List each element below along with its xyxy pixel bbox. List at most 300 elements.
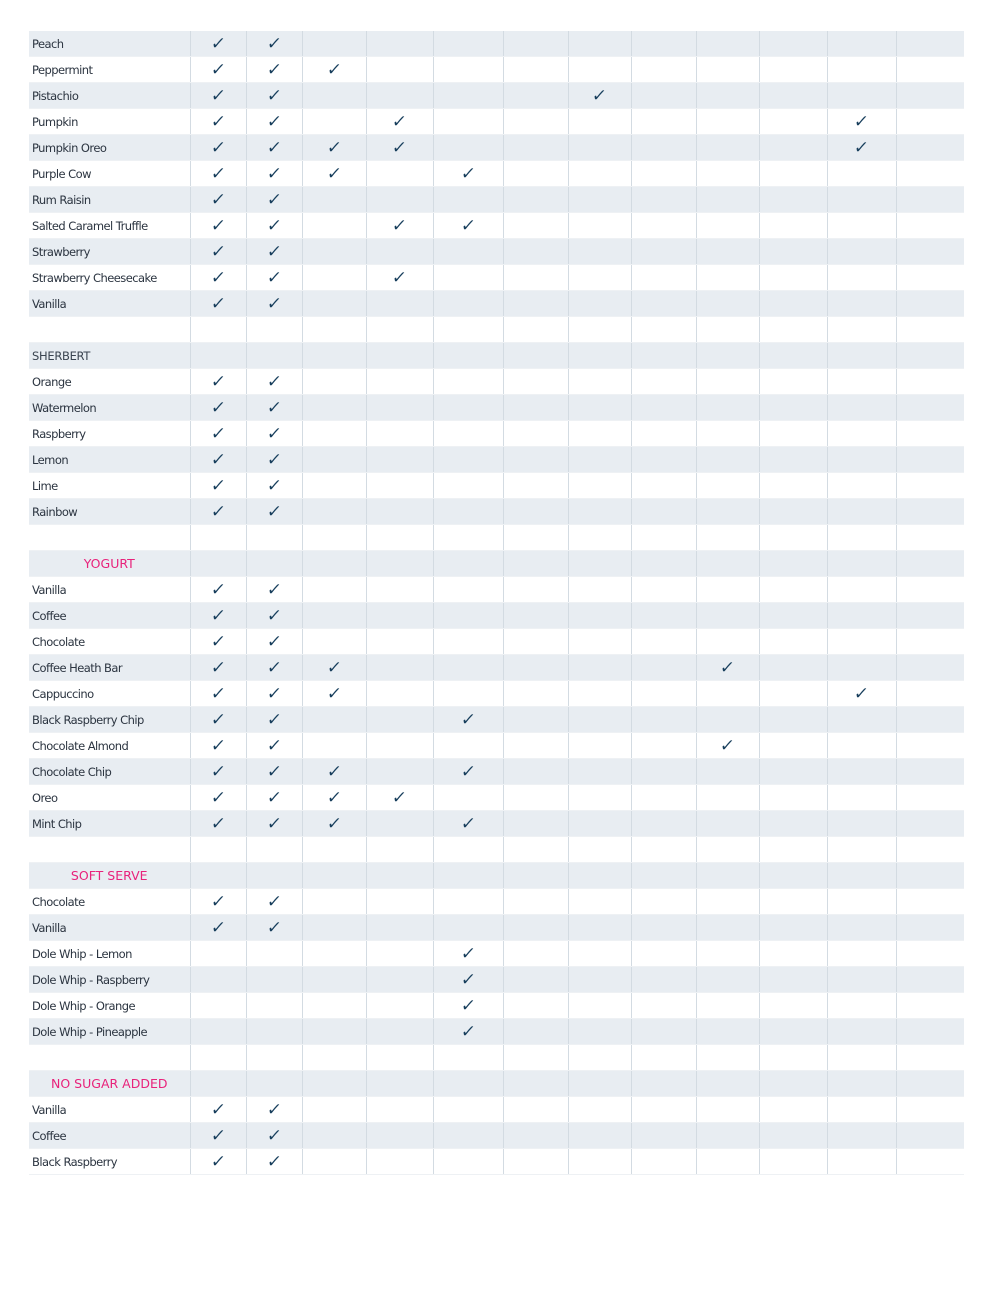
empty-cell [366,187,433,213]
empty-cell [896,577,964,603]
empty-cell [896,603,964,629]
table-row [29,1123,964,1149]
checkmark-icon: ✓ [265,1152,283,1172]
empty-cell [759,57,827,83]
empty-cell [696,941,759,967]
empty-cell [696,317,759,343]
empty-cell [759,213,827,239]
empty-cell [366,421,433,447]
check-cell [190,291,246,317]
empty-cell [366,811,433,837]
empty-cell [433,603,503,629]
empty-cell [896,31,964,57]
checkmark-icon: ✓ [265,60,283,80]
empty-cell [759,1071,827,1097]
empty-cell [302,343,366,369]
checkmark-icon: ✓ [209,580,227,600]
empty-cell [696,187,759,213]
flavor-name: Vanilla [29,577,190,603]
empty-cell [631,551,696,577]
check-cell [827,109,896,135]
empty-cell [302,889,366,915]
check-cell [190,187,246,213]
flavor-name: Chocolate [29,629,190,655]
empty-cell [631,135,696,161]
empty-cell [696,499,759,525]
checkmark-icon: ✓ [209,138,227,158]
check-cell [190,707,246,733]
empty-cell [433,83,503,109]
empty-cell [433,369,503,395]
empty-cell [631,1097,696,1123]
empty-cell [302,187,366,213]
empty-cell [190,317,246,343]
flavor-name: Coffee [29,1123,190,1149]
checkmark-icon: ✓ [265,190,283,210]
empty-cell [302,1045,366,1071]
empty-cell [896,655,964,681]
empty-cell [190,1071,246,1097]
checkmark-icon: ✓ [265,86,283,106]
empty-cell [366,31,433,57]
empty-cell [696,83,759,109]
empty-cell [696,1097,759,1123]
empty-cell [827,1149,896,1175]
empty-cell [302,1123,366,1149]
checkmark-icon: ✓ [209,736,227,756]
empty-cell [503,603,568,629]
section-header-row [29,343,964,369]
empty-cell [896,499,964,525]
empty-cell [759,317,827,343]
checkmark-icon: ✓ [209,190,227,210]
check-cell [190,681,246,707]
empty-cell [503,863,568,889]
empty-cell [696,1149,759,1175]
empty-cell [696,239,759,265]
empty-cell [759,187,827,213]
empty-cell [759,1149,827,1175]
flavor-name: Chocolate Almond [29,733,190,759]
checkmark-icon: ✓ [209,476,227,496]
check-cell [190,1149,246,1175]
checkmark-icon: ✓ [719,658,737,678]
empty-cell [503,1123,568,1149]
empty-cell [631,759,696,785]
empty-cell [503,967,568,993]
empty-cell [246,967,302,993]
empty-cell [568,499,631,525]
empty-cell [568,837,631,863]
empty-cell [631,863,696,889]
check-cell [246,109,302,135]
empty-cell [696,577,759,603]
empty-cell [696,213,759,239]
checkmark-icon: ✓ [209,502,227,522]
section-title: NO SUGAR ADDED [29,1071,190,1097]
empty-cell [631,837,696,863]
empty-cell [503,811,568,837]
check-cell [433,161,503,187]
check-cell [246,759,302,785]
checkmark-icon: ✓ [265,216,283,236]
section-header-row [29,551,964,577]
empty-cell [29,1045,190,1071]
check-cell [246,31,302,57]
table-row [29,785,964,811]
check-cell [190,473,246,499]
empty-cell [302,1019,366,1045]
check-cell [190,1097,246,1123]
table-row [29,369,964,395]
empty-cell [827,395,896,421]
check-cell [190,655,246,681]
checkmark-icon: ✓ [209,658,227,678]
check-cell [246,889,302,915]
empty-cell [302,109,366,135]
empty-cell [433,551,503,577]
empty-cell [503,1071,568,1097]
table-row [29,447,964,473]
empty-cell [759,1123,827,1149]
table-row [29,395,964,421]
empty-cell [433,239,503,265]
empty-cell [631,239,696,265]
empty-cell [696,369,759,395]
empty-cell [503,473,568,499]
empty-cell [827,317,896,343]
empty-cell [827,785,896,811]
empty-cell [302,317,366,343]
table-row [29,1097,964,1123]
empty-cell [631,187,696,213]
empty-cell [246,863,302,889]
empty-cell [568,733,631,759]
empty-cell [896,187,964,213]
checkmark-icon: ✓ [209,60,227,80]
empty-cell [366,759,433,785]
check-cell [190,395,246,421]
empty-cell [302,473,366,499]
empty-cell [631,421,696,447]
empty-cell [896,941,964,967]
flavor-name: Dole Whip - Raspberry [29,967,190,993]
checkmark-icon: ✓ [853,112,871,132]
empty-cell [696,343,759,369]
check-cell [246,785,302,811]
empty-cell [503,837,568,863]
empty-cell [433,265,503,291]
empty-cell [366,83,433,109]
empty-cell [503,317,568,343]
empty-cell [302,603,366,629]
empty-cell [759,525,827,551]
empty-cell [631,525,696,551]
check-cell [190,889,246,915]
empty-cell [631,369,696,395]
flavor-name: Rum Raisin [29,187,190,213]
empty-cell [568,915,631,941]
check-cell [190,733,246,759]
empty-cell [827,863,896,889]
empty-cell [433,889,503,915]
check-cell [246,603,302,629]
empty-cell [827,239,896,265]
empty-cell [827,499,896,525]
empty-cell [366,317,433,343]
empty-cell [827,733,896,759]
empty-cell [246,1071,302,1097]
empty-cell [503,239,568,265]
empty-cell [568,1123,631,1149]
check-cell [190,759,246,785]
empty-cell [366,1123,433,1149]
empty-cell [759,31,827,57]
empty-cell [759,499,827,525]
table-row [29,993,964,1019]
checkmark-icon: ✓ [209,450,227,470]
check-cell [246,707,302,733]
empty-cell [568,447,631,473]
checkmark-icon: ✓ [265,1126,283,1146]
checkmark-icon: ✓ [459,970,477,990]
empty-cell [29,837,190,863]
empty-cell [896,239,964,265]
flavor-name: Pumpkin Oreo [29,135,190,161]
empty-cell [568,629,631,655]
empty-cell [366,57,433,83]
empty-cell [433,57,503,83]
empty-cell [503,421,568,447]
empty-cell [827,1019,896,1045]
empty-cell [503,369,568,395]
empty-cell [503,655,568,681]
check-cell [433,759,503,785]
check-cell [246,213,302,239]
check-cell [366,213,433,239]
empty-cell [366,161,433,187]
check-cell [190,57,246,83]
empty-cell [631,1019,696,1045]
checkmark-icon: ✓ [209,1152,227,1172]
empty-cell [759,655,827,681]
empty-cell [759,993,827,1019]
empty-cell [631,57,696,83]
empty-cell [246,993,302,1019]
table-row [29,629,964,655]
empty-cell [827,83,896,109]
checkmark-icon: ✓ [459,216,477,236]
empty-cell [246,837,302,863]
check-cell [190,629,246,655]
empty-cell [631,473,696,499]
empty-cell [759,1019,827,1045]
empty-cell [366,1071,433,1097]
empty-cell [827,759,896,785]
empty-cell [568,551,631,577]
empty-cell [366,473,433,499]
empty-cell [503,707,568,733]
flavor-name: Peppermint [29,57,190,83]
empty-cell [190,837,246,863]
empty-cell [302,291,366,317]
empty-cell [759,915,827,941]
empty-cell [827,291,896,317]
empty-cell [631,213,696,239]
empty-cell [568,1019,631,1045]
empty-cell [759,551,827,577]
flavor-name: Lime [29,473,190,499]
empty-cell [631,629,696,655]
flavor-name: Black Raspberry Chip [29,707,190,733]
empty-cell [827,889,896,915]
empty-cell [302,1071,366,1097]
check-cell [246,161,302,187]
empty-cell [433,395,503,421]
empty-cell [503,1045,568,1071]
check-cell [190,161,246,187]
empty-cell [433,109,503,135]
check-cell [246,577,302,603]
table-row [29,421,964,447]
empty-cell [503,135,568,161]
empty-cell [827,57,896,83]
empty-cell [503,681,568,707]
table-row [29,681,964,707]
empty-cell [433,1071,503,1097]
checkmark-icon: ✓ [391,138,409,158]
empty-cell [302,31,366,57]
empty-cell [568,759,631,785]
checkmark-icon: ✓ [265,294,283,314]
flavor-name: Vanilla [29,915,190,941]
check-cell [366,135,433,161]
table-row [29,109,964,135]
empty-cell [568,681,631,707]
empty-cell [568,473,631,499]
empty-cell [827,707,896,733]
empty-cell [568,291,631,317]
empty-cell [568,421,631,447]
check-cell [246,1123,302,1149]
empty-cell [503,1019,568,1045]
empty-cell [696,525,759,551]
empty-cell [433,915,503,941]
empty-cell [696,837,759,863]
check-cell [246,1097,302,1123]
empty-cell [503,499,568,525]
empty-cell [631,1071,696,1097]
check-cell [433,1019,503,1045]
flavor-name: Peach [29,31,190,57]
empty-cell [696,967,759,993]
empty-cell [190,941,246,967]
empty-cell [568,369,631,395]
checkmark-icon: ✓ [209,788,227,808]
empty-cell [433,447,503,473]
empty-cell [246,525,302,551]
empty-cell [696,603,759,629]
checkmark-icon: ✓ [325,788,343,808]
empty-cell [759,1097,827,1123]
check-cell [246,369,302,395]
empty-cell [896,83,964,109]
checkmark-icon: ✓ [265,788,283,808]
empty-cell [696,473,759,499]
table-row [29,733,964,759]
flavor-name: Purple Cow [29,161,190,187]
empty-cell [568,941,631,967]
flavor-name: Black Raspberry [29,1149,190,1175]
checkmark-icon: ✓ [209,710,227,730]
empty-cell [827,525,896,551]
checkmark-icon: ✓ [265,372,283,392]
empty-cell [302,707,366,733]
empty-cell [759,759,827,785]
check-cell [190,31,246,57]
empty-cell [759,785,827,811]
empty-cell [696,915,759,941]
empty-cell [696,759,759,785]
check-cell [302,57,366,83]
empty-cell [827,473,896,499]
empty-cell [896,681,964,707]
table-row [29,707,964,733]
checkmark-icon: ✓ [325,658,343,678]
flavor-name: Chocolate Chip [29,759,190,785]
empty-cell [631,1123,696,1149]
empty-cell [190,551,246,577]
empty-cell [366,551,433,577]
empty-cell [503,31,568,57]
empty-cell [759,707,827,733]
table-body [29,31,964,1175]
empty-cell [302,83,366,109]
empty-cell [568,603,631,629]
checkmark-icon: ✓ [265,476,283,496]
check-cell [246,83,302,109]
check-cell [246,629,302,655]
checkmark-icon: ✓ [209,892,227,912]
empty-cell [568,1149,631,1175]
empty-cell [759,343,827,369]
flavor-name: Dole Whip - Lemon [29,941,190,967]
check-cell [190,83,246,109]
empty-cell [896,915,964,941]
table-row [29,759,964,785]
empty-cell [696,395,759,421]
flavor-name: Orange [29,369,190,395]
empty-cell [503,213,568,239]
empty-cell [696,1123,759,1149]
check-cell [246,499,302,525]
empty-cell [896,135,964,161]
flavor-name: Watermelon [29,395,190,421]
empty-cell [696,421,759,447]
empty-cell [696,811,759,837]
check-cell [246,291,302,317]
empty-cell [759,733,827,759]
empty-cell [696,109,759,135]
empty-cell [759,603,827,629]
table-row [29,291,964,317]
empty-cell [568,213,631,239]
empty-cell [827,1045,896,1071]
empty-cell [503,1097,568,1123]
flavor-name: Dole Whip - Pineapple [29,1019,190,1045]
empty-cell [696,707,759,733]
empty-cell [302,941,366,967]
